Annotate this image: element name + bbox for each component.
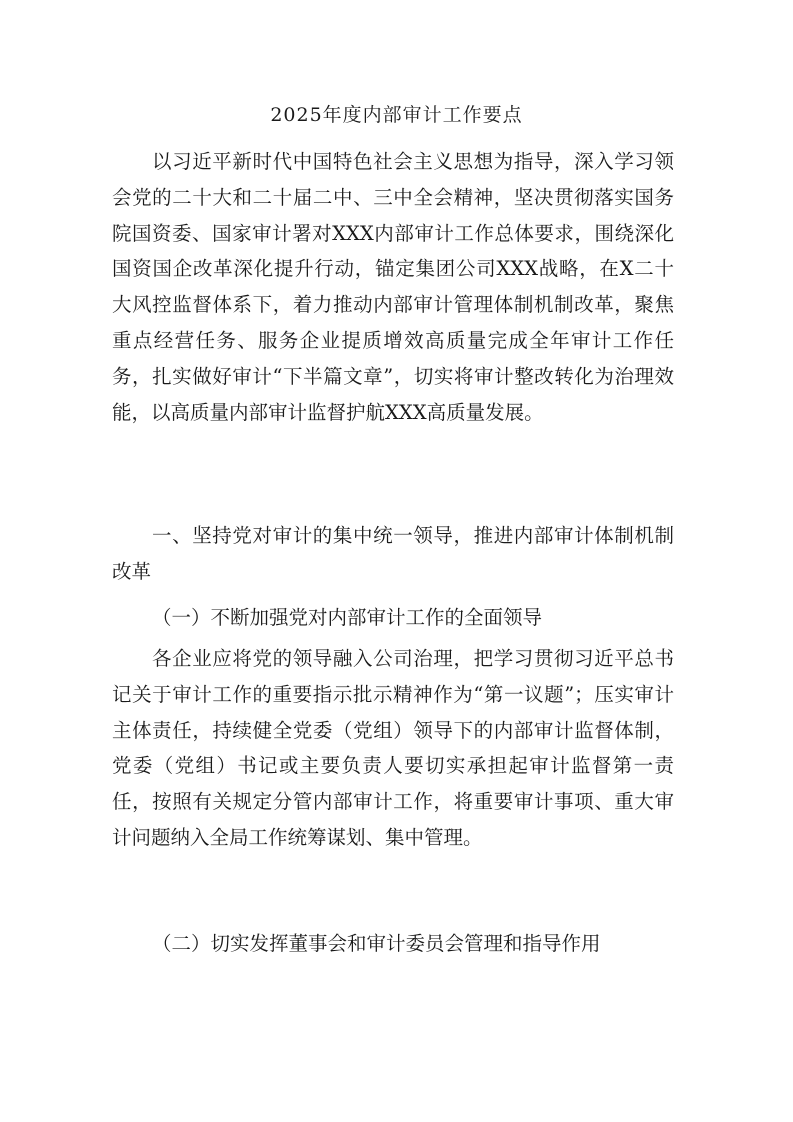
intro-paragraph: 以习近平新时代中国特色社会主义思想为指导，深入学习领会党的二十大和二十届二中、三中全会精神，坚决贯彻落实国务院国资委、国家审计署对XXX内部审计工作总体要求，围绕深化国资国企改革深化提升行动，锚定集团公司XXX战略，在X二十大风控监督体系下，着力推动内部审计管理体制机制改革，聚焦重点经营任务、服务企业提质增效高质量完成全年审计工作任务，扎实做好审计“下半篇文章”，切实将审计整改转化为治理效能，以高质量内部审计监督护航XXX高质量发展。: [112, 150, 674, 424]
subsection-heading-1: （一）不断加强党对内部审计工作的全面领导: [152, 606, 543, 629]
document-title: 2025年度内部审计工作要点: [270, 104, 523, 126]
body-paragraph: 各企业应将党的领导融入公司治理，把学习贯彻习近平总书记关于审计工作的重要指示批示精神作为“第一议题”；压实审计主体责任，持续健全党委（党组）领导下的内部审计监督体制，党委（党组）书记或主要负责人要切实承担起审计监督第一责任，按照有关规定分管内部审计工作，将重要审计事项、重大审计问题纳入全局工作统筹谋划、集中管理。: [112, 647, 674, 849]
section-heading-1: 一、坚持党对审计的集中统一领导，推进内部审计体制机制改革: [112, 524, 674, 583]
subsection-heading-2: （二）切实发挥董事会和审计委员会管理和指导作用: [152, 932, 601, 955]
